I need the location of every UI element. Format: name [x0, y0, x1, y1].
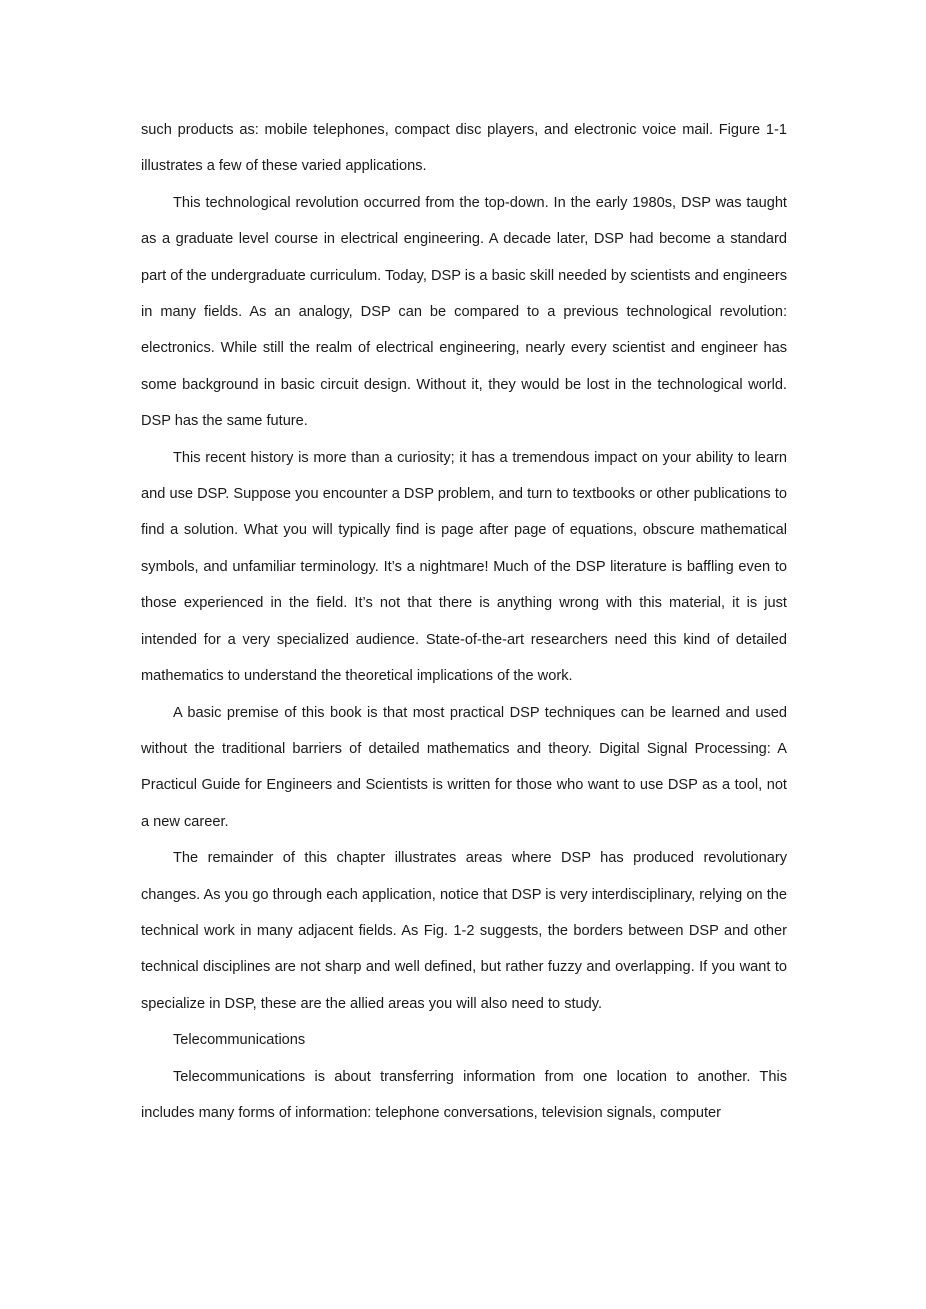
paragraph-book-premise: A basic premise of this book is that most practical DSP techniques can be learned and used without the traditional barriers of detailed mathematics and theory. Digital Signal Processing: A Practicul Guide for Engineers and Scientists is written for those who want to use DSP as a tool, not a new career. [141, 704, 787, 830]
paragraph-recent-history: This recent history is more than a curiosity; it has a tremendous impact on your ability to learn and use DSP. Suppose you encounter a DSP problem, and turn to textbooks or other publications to find a solution. What you will typically find is page after page of equations, obscure mathematical symbols, and unfamiliar terminology. It’s a nightmare! Much of the DSP literature is baffling even to those experienced in the field. It’s not that there is anything wrong with this material, it is just intended for a very specialized audience. State-of-the-art researchers need this kind of detailed mathematics to understand the theoretical implications of the work. [141, 449, 787, 685]
paragraph-continuation: such products as: mobile telephones, compact disc players, and electronic voice mail. Figure 1-1 illustrates a few of these varied applications. [141, 122, 787, 175]
section-heading-telecommunications: Telecommunications [173, 1032, 306, 1049]
paragraph-telecommunications: Telecommunications is about transferring information from one location to another. This includes many forms of information: telephone conversations, television signals, computer [141, 1068, 787, 1121]
document-page [141, 112, 787, 1131]
paragraph-technological-revolution: This technological revolution occurred from the top-down. In the early 1980s, DSP was taught as a graduate level course in electrical engineering. A decade later, DSP had become a standard part of the undergraduate curriculum. Today, DSP is a basic skill needed by scientists and engineers in many fields. As an analogy, DSP can be compared to a previous technological revolution: electronics. While still the realm of electrical engineering, nearly every scientist and engineer has some background in basic circuit design. Without it, they would be lost in the technological world. DSP has the same future. [141, 194, 787, 430]
paragraph-chapter-remainder: The remainder of this chapter illustrates areas where DSP has produced revolutionary changes. As you go through each application, notice that DSP is very interdisciplinary, relying on the technical work in many adjacent fields. As Fig. 1-2 suggests, the borders between DSP and other technical disciplines are not sharp and well defined, but rather fuzzy and overlapping. If you want to specialize in DSP, these are the allied areas you will also need to study. [141, 850, 787, 1012]
